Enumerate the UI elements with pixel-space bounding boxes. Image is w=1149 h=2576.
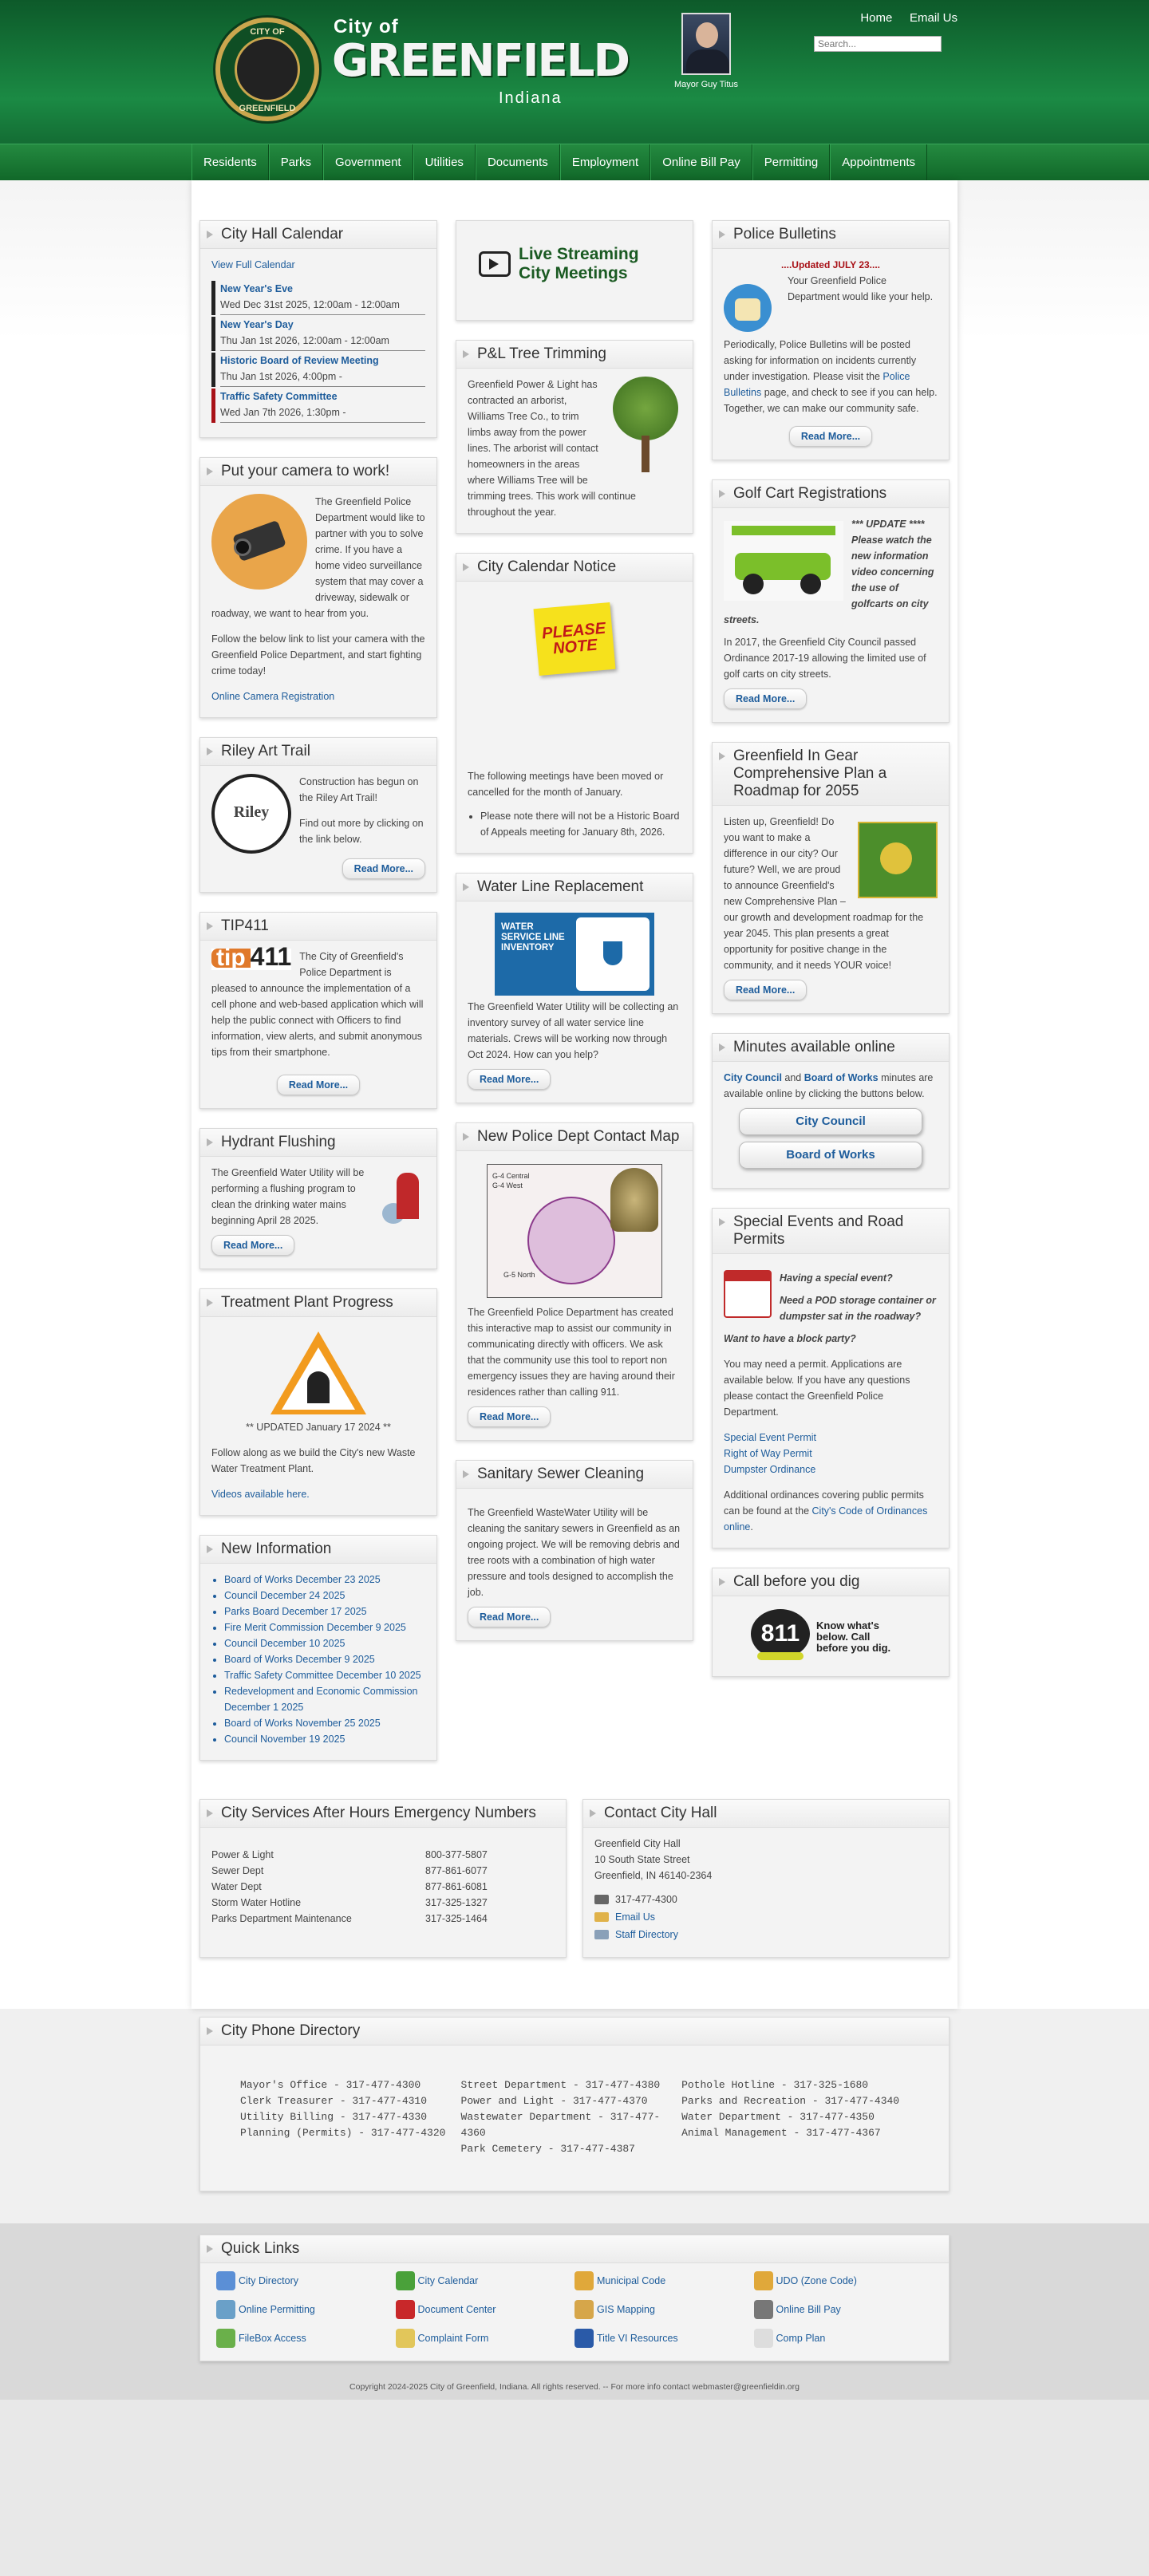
phone-entry: Animal Management - 317-477-4367 <box>681 2127 881 2139</box>
service-phone: 317-325-1327 <box>425 1897 488 1908</box>
read-more-button[interactable]: Read More... <box>468 1406 551 1427</box>
box-title: Special Events and Road Permits <box>713 1209 949 1254</box>
calendar-icon <box>724 1270 772 1318</box>
water-line-box <box>456 873 693 1103</box>
box-title: City Calendar Notice <box>456 554 693 582</box>
home-link[interactable]: Home <box>860 11 893 25</box>
calendar-icon <box>396 2271 415 2290</box>
news-item[interactable]: • Board of Works December 23 2025 <box>224 1572 425 1588</box>
events-question-2: Need a POD storage container or dumpster sat in the roadway? <box>780 1295 936 1322</box>
calendar-event-title[interactable]: Historic Board of Review Meeting <box>220 355 379 366</box>
phone-entry: Clerk Treasurer - 317-477-4310 <box>240 2095 428 2107</box>
top-links <box>814 11 958 52</box>
news-item[interactable]: • Council November 19 2025 <box>224 1731 425 1747</box>
read-more-button[interactable]: Read More... <box>211 1235 294 1256</box>
service-phone: 877-861-6081 <box>425 1881 488 1892</box>
zone-icon <box>754 2271 773 2290</box>
contact-name: Greenfield City Hall <box>594 1838 681 1849</box>
emergency-numbers-box <box>199 1799 567 1958</box>
quick-link-label[interactable]: GIS Mapping <box>597 2304 655 2315</box>
read-more-button[interactable]: Read More... <box>342 858 425 879</box>
online-camera-registration-link[interactable]: Online Camera Registration <box>211 691 335 702</box>
water-image-text: WATER SERVICE LINE INVENTORY <box>501 922 565 953</box>
quick-link-item[interactable] <box>754 2329 934 2348</box>
service-phone: 800-377-5807 <box>425 1849 488 1860</box>
fire-hydrant-icon <box>382 1165 425 1229</box>
left-column <box>199 220 437 1780</box>
phone-entry: Power and Light - 317-477-4370 <box>460 2095 648 2107</box>
site-title[interactable]: GREENFIELD <box>332 35 629 87</box>
hydrant-text: The Greenfield Water Utility will be performing a flushing program to clean the drinking water mains beginning April 28 2025. <box>211 1167 365 1226</box>
calendar-event-title[interactable]: New Year's Eve <box>220 283 294 294</box>
golf-cart-icon[interactable] <box>724 521 843 601</box>
news-item[interactable]: • Fire Merit Commission December 9 2025 <box>224 1619 425 1635</box>
bulletins-text-2a: Periodically, Police Bulletins will be posted asking for information on incidents currently under investigation. Please visit the <box>724 339 917 382</box>
service-name: Sewer Dept <box>211 1865 264 1876</box>
map-icon <box>574 2300 594 2319</box>
city-council-link[interactable]: City Council <box>724 1072 782 1083</box>
service-name: Parks Department Maintenance <box>211 1913 352 1924</box>
box-title: City Phone Directory <box>200 2018 949 2045</box>
box-title: Greenfield In Gear Comprehensive Plan a Roadmap for 2055 <box>713 743 949 806</box>
site-header <box>0 0 1149 180</box>
quick-link-item[interactable] <box>754 2300 934 2319</box>
tree-icon <box>610 377 681 472</box>
events-text: You may need a permit. Applications are available below. If you have any questions please contact the Greenfield Police Department. <box>724 1359 910 1418</box>
golf-text: In 2017, the Greenfield City Council passed Ordinance 2017-19 allowing the limited use of golf carts on city streets. <box>724 637 926 680</box>
police-contact-map-image[interactable] <box>487 1164 662 1298</box>
police-bulletins-link[interactable]: Police Bulletins <box>724 371 910 398</box>
golf-update: *** UPDATE **** Please watch the new information video concerning the use of golfcarts on city streets. <box>724 519 934 625</box>
quick-link-label[interactable]: Complaint Form <box>417 2333 489 2344</box>
camera-text-2: Follow the below link to list your camera with the Greenfield Police Department, and start fighting crime today! <box>211 633 425 677</box>
calendar-event[interactable] <box>211 281 425 315</box>
treatment-updated: ** UPDATED January 17 2024 ** <box>246 1422 391 1433</box>
calendar-event-date: Thu Jan 1st 2026, 12:00am - 12:00am <box>220 333 425 351</box>
riley-text-2: Find out more by clicking on the link below. <box>299 818 424 845</box>
police-map-text: The Greenfield Police Department has created this interactive map to assist our community in communicating directly with officers. We ask that the community use this tool to report non emergency issues they are having around their residences rather than calling 911. <box>468 1307 675 1398</box>
calendar-event-date: Wed Jan 7th 2026, 1:30pm - <box>220 404 425 423</box>
tip411-logo-tip: tip <box>211 949 251 968</box>
site-title-prefix: City of <box>334 16 399 37</box>
nav-online-bill-pay[interactable]: Online Bill Pay <box>650 144 752 181</box>
police-bulletins-box <box>712 220 950 460</box>
contact-city: Greenfield, IN 46140-2364 <box>594 1870 713 1881</box>
box-title: Golf Cart Registrations <box>713 480 949 508</box>
seal-bottom-text: GREENFIELD <box>239 104 296 113</box>
news-item[interactable]: • Board of Works November 25 2025 <box>224 1715 425 1731</box>
phone-entry: Street Department - 317-477-4380 <box>460 2079 661 2091</box>
new-information-box <box>199 1535 437 1761</box>
plan-icon <box>754 2329 773 2348</box>
box-title: Put your camera to work! <box>200 458 436 486</box>
code-icon <box>574 2271 594 2290</box>
quick-link-item[interactable] <box>574 2271 754 2290</box>
construction-sign-icon <box>270 1331 366 1414</box>
mayor-caption: Mayor Guy Titus <box>673 80 739 89</box>
read-more-button[interactable]: Read More... <box>468 1607 551 1627</box>
nav-government[interactable]: Government <box>323 144 413 181</box>
quick-link-label[interactable]: City Directory <box>239 2275 299 2286</box>
service-phone: 317-325-1464 <box>425 1913 488 1924</box>
sewer-cleaning-box <box>456 1460 693 1641</box>
quick-link-item[interactable] <box>574 2300 754 2319</box>
service-row <box>211 1911 555 1927</box>
dumpster-ordinance-link[interactable]: Dumpster Ordinance <box>724 1464 816 1475</box>
events-question-3: Want to have a block party? <box>724 1333 856 1344</box>
news-item[interactable]: • Board of Works December 9 2025 <box>224 1651 425 1667</box>
bulletins-text: Your Greenfield Police Department would like your help. <box>788 275 934 302</box>
pdf-icon <box>396 2300 415 2319</box>
tip411-logo[interactable] <box>211 942 292 971</box>
quick-link-item[interactable] <box>216 2271 396 2290</box>
greenfield-in-gear-logo[interactable] <box>858 822 938 898</box>
service-name: Storm Water Hotline <box>211 1897 302 1908</box>
quick-link-item[interactable] <box>396 2271 575 2290</box>
directory-icon <box>216 2271 235 2290</box>
phone-entry: Water Department - 317-477-4350 <box>681 2111 875 2123</box>
board-of-works-button[interactable]: Board of Works <box>739 1142 922 1169</box>
camera-text: The Greenfield Police Department would like to partner with you to solve crime. If you have a home video surveillance system that may cover a driveway, sidewalk or roadway, we want to hear from you. <box>211 496 425 619</box>
riley-art-trail-box <box>199 737 437 893</box>
read-more-button[interactable]: Read More... <box>468 1069 551 1090</box>
quick-links-section <box>0 2223 1149 2369</box>
phone-entry: Parks and Recreation - 317-477-4340 <box>681 2095 900 2107</box>
calendar-notice-box <box>456 553 693 854</box>
quick-link-label[interactable]: Online Bill Pay <box>776 2304 841 2315</box>
service-row <box>211 1879 555 1895</box>
box-title: New Police Dept Contact Map <box>456 1123 693 1151</box>
riley-logo-text: Riley <box>233 803 270 821</box>
quick-link-label[interactable]: Comp Plan <box>776 2333 826 2344</box>
calendar-event-title[interactable]: Traffic Safety Committee <box>220 391 338 402</box>
footer-copyright: Copyright 2024-2025 City of Greenfield, Indiana. All rights reserved. -- For more info contact webmaster@greenfieldin.org <box>0 2369 1149 2400</box>
videos-link[interactable]: Videos available here. <box>211 1489 310 1500</box>
read-more-button[interactable]: Read More... <box>724 688 807 709</box>
events-text-2b: . <box>750 1521 753 1533</box>
water-text: The Greenfield Water Utility will be collecting an inventory survey of all water service line materials. Crews will be working now through Oct 2024. How can you help? <box>468 1001 679 1060</box>
police-badge-icon <box>610 1168 658 1232</box>
news-item[interactable]: • Redevelopment and Economic Commission December 1 2025 <box>224 1683 425 1715</box>
read-more-button[interactable]: Read More... <box>724 980 807 1000</box>
news-item[interactable]: • Council December 24 2025 <box>224 1588 425 1604</box>
quick-link-label[interactable]: Municipal Code <box>597 2275 666 2286</box>
service-phone: 877-861-6077 <box>425 1865 488 1876</box>
search-input[interactable] <box>814 36 942 52</box>
box-title: Police Bulletins <box>713 221 949 249</box>
special-event-permit-link[interactable]: Special Event Permit <box>724 1432 817 1443</box>
bulletins-text-2b: page, and check to see if you can help. Together, we can make our community safe. <box>724 387 938 414</box>
box-title: Sanitary Sewer Cleaning <box>456 1461 693 1489</box>
phone-entry: Utility Billing - 317-477-4330 <box>240 2111 428 2123</box>
security-camera-icon <box>211 494 307 590</box>
special-events-box <box>712 1208 950 1548</box>
police-officer-icon <box>724 284 772 332</box>
map-label: G-5 North <box>503 1271 535 1279</box>
nav-parks[interactable]: Parks <box>269 144 323 181</box>
events-text-2a: Additional ordinances covering public permits can be found at the <box>724 1489 924 1517</box>
quick-link-item[interactable] <box>216 2329 396 2348</box>
staff-directory-icon <box>594 1930 609 1939</box>
map-label: G-4 West <box>492 1181 523 1189</box>
riley-text: Construction has begun on the Riley Art Trail! <box>299 776 419 803</box>
minutes-and: and <box>784 1072 802 1083</box>
golf-cart-box <box>712 479 950 723</box>
box-title: Minutes available online <box>713 1034 949 1062</box>
box-title: New Information <box>200 1536 436 1564</box>
service-row <box>211 1847 555 1863</box>
quick-link-label[interactable]: UDO (Zone Code) <box>776 2275 857 2286</box>
main-nav <box>0 144 1149 180</box>
minutes-text: minutes are available online by clicking the buttons below. <box>724 1072 934 1099</box>
calendar-event[interactable] <box>211 389 425 423</box>
calendar-event-title[interactable]: New Year's Day <box>220 319 294 330</box>
news-list <box>211 1572 425 1747</box>
contact-street: 10 South State Street <box>594 1854 690 1865</box>
code-of-ordinances-link[interactable]: City's Code of Ordinances online <box>724 1505 928 1533</box>
minutes-box <box>712 1033 950 1189</box>
nav-documents[interactable]: Documents <box>476 144 560 181</box>
phone-entry: Mayor's Office - 317-477-4300 <box>240 2079 421 2091</box>
view-full-calendar-link[interactable]: View Full Calendar <box>211 259 295 270</box>
box-title: Treatment Plant Progress <box>200 1289 436 1317</box>
bulletins-updated: ....Updated JULY 23.... <box>780 259 881 270</box>
quick-link-label[interactable]: FileBox Access <box>239 2333 306 2344</box>
phone-entry: Wastewater Department - 317-477-4360 <box>460 2111 661 2139</box>
calendar-event[interactable] <box>211 317 425 351</box>
call-before-dig-box <box>712 1568 950 1677</box>
nav-utilities[interactable]: Utilities <box>413 144 476 181</box>
tip411-logo-num: 411 <box>250 942 292 971</box>
email-icon <box>594 1912 609 1922</box>
read-more-button[interactable]: Read More... <box>789 426 872 447</box>
house-faucet-icon <box>576 917 650 991</box>
board-of-works-link[interactable]: Board of Works <box>804 1072 879 1083</box>
contact-city-hall-box <box>582 1799 950 1958</box>
box-title: Call before you dig <box>713 1568 949 1596</box>
live-streaming-link[interactable]: Live Streaming City Meetings <box>519 245 639 282</box>
hydrant-flushing-box <box>199 1128 437 1269</box>
police-map-box <box>456 1122 693 1441</box>
quick-link-label[interactable]: Document Center <box>417 2304 496 2315</box>
notice-bullet: • Please note there will not be a Historic Board of Appeals meeting for January 8th, 2026. <box>480 808 681 840</box>
main-content <box>192 180 958 2009</box>
riley-logo-icon <box>211 774 291 854</box>
live-streaming-box[interactable] <box>456 220 693 321</box>
box-title: Water Line Replacement <box>456 874 693 901</box>
calendar-event-date: Thu Jan 1st 2026, 4:00pm - <box>220 369 425 387</box>
events-question-1: Having a special event? <box>780 1272 893 1284</box>
phone-entry: Planning (Permits) - 317-477-4320 <box>240 2127 446 2139</box>
middle-column <box>456 220 693 1780</box>
map-label: G-4 Central <box>492 1172 530 1180</box>
phone-directory-box <box>199 2017 950 2191</box>
call-811-logo[interactable] <box>751 1604 910 1663</box>
complaint-icon <box>396 2329 415 2348</box>
box-title: Hydrant Flushing <box>200 1129 436 1157</box>
mayor-block[interactable] <box>662 13 750 89</box>
quick-link-label[interactable]: Online Permitting <box>239 2304 315 2315</box>
contact-phone: 317-477-4300 <box>615 1894 677 1905</box>
quick-link-label[interactable]: City Calendar <box>417 2275 479 2286</box>
quick-link-item[interactable] <box>396 2300 575 2319</box>
calendar-event-date: Wed Dec 31st 2025, 12:00am - 12:00am <box>220 297 425 315</box>
water-inventory-image[interactable] <box>495 913 654 996</box>
accessibility-icon <box>574 2329 594 2348</box>
logo-811-number: 811 <box>751 1609 810 1659</box>
treatment-text: Follow along as we build the City's new Waste Water Treatment Plant. <box>211 1447 416 1474</box>
tip411-text: The City of Greenfield's Police Department is pleased to announce the implementation of a cell phone and web-based application which will help the public connect with Officers to find information, view alerts, and submit anonymous tips from their smartphone. <box>211 951 424 1058</box>
email-us-link[interactable]: Email Us <box>909 11 958 25</box>
site-state: Indiana <box>499 89 563 107</box>
box-title: Riley Art Trail <box>200 738 436 766</box>
quick-link-item[interactable] <box>216 2300 396 2319</box>
box-title: P&L Tree Trimming <box>456 341 693 369</box>
comprehensive-plan-box <box>712 742 950 1014</box>
tree-trimming-box <box>456 340 693 534</box>
read-more-button[interactable]: Read More... <box>277 1075 360 1095</box>
nav-residents[interactable]: Residents <box>192 144 269 181</box>
city-seal-logo[interactable] <box>215 18 319 121</box>
filebox-icon <box>216 2329 235 2348</box>
quick-link-label[interactable]: Title VI Resources <box>597 2333 678 2344</box>
permit-icon <box>216 2300 235 2319</box>
phone-entry: Pothole Hotline - 317-325-1680 <box>681 2079 869 2091</box>
mayor-photo[interactable] <box>681 13 731 75</box>
service-name: Power & Light <box>211 1849 274 1860</box>
please-note-sign: PLEASE NOTE <box>534 602 616 676</box>
service-row <box>211 1863 555 1879</box>
box-title: Contact City Hall <box>583 1800 949 1828</box>
right-column <box>712 220 950 1780</box>
sewer-text: The Greenfield WasteWater Utility will be cleaning the sanitary sewers in Greenfield as an ongoing project. We will be removing debris and tree roots with a combination of high water pressure and tools designed to accomplish the job. <box>468 1507 681 1598</box>
quick-link-item[interactable] <box>754 2271 934 2290</box>
quick-link-item[interactable] <box>574 2329 754 2348</box>
city-council-button[interactable]: City Council <box>739 1108 922 1135</box>
news-item[interactable]: • Traffic Safety Committee December 10 2025 <box>224 1667 425 1683</box>
phone-icon <box>594 1895 609 1904</box>
video-tv-icon <box>479 251 511 277</box>
service-row <box>211 1895 555 1911</box>
phone-entry: Park Cemetery - 317-477-4387 <box>460 2143 635 2155</box>
treatment-plant-box <box>199 1288 437 1516</box>
staff-directory-link[interactable]: Staff Directory <box>615 1929 678 1940</box>
billpay-icon <box>754 2300 773 2319</box>
seal-top-text: CITY OF <box>250 27 285 37</box>
city-hall-calendar-box <box>199 220 437 438</box>
phone-directory-section <box>0 2009 1149 2223</box>
box-title: City Hall Calendar <box>200 221 436 249</box>
tree-text: Greenfield Power & Light has contracted an arborist, Williams Tree Co., to trim limbs away from the power lines. The arborist will contact homeowners in the areas where Williams Tree will be trimming trees. This work will continue throughout the year. <box>468 379 636 518</box>
nav-appointments[interactable]: Appointments <box>830 144 927 181</box>
quick-link-item[interactable] <box>396 2329 575 2348</box>
news-item[interactable]: • Parks Board December 17 2025 <box>224 1604 425 1619</box>
news-item[interactable]: • Council December 10 2025 <box>224 1635 425 1651</box>
box-title: TIP411 <box>200 913 436 941</box>
camera-box <box>199 457 437 718</box>
tip411-box <box>199 912 437 1109</box>
right-of-way-permit-link[interactable]: Right of Way Permit <box>724 1448 812 1459</box>
nav-permitting[interactable]: Permitting <box>752 144 831 181</box>
logo-811-text: Know what's below. Call before you dig. <box>816 1619 891 1654</box>
box-title: City Services After Hours Emergency Numbers <box>200 1800 566 1828</box>
notice-text: The following meetings have been moved or cancelled for the month of January. <box>468 771 664 798</box>
contact-email-link[interactable]: Email Us <box>615 1911 656 1923</box>
quick-links-box <box>199 2235 950 2361</box>
calendar-event[interactable] <box>211 353 425 387</box>
nav-employment[interactable]: Employment <box>560 144 650 181</box>
service-name: Water Dept <box>211 1881 262 1892</box>
plan-text: Listen up, Greenfield! Do you want to make a difference in our city? Our future? Well, we are proud to announce Greenfield's new Comprehensive Plan – our growth and development roadmap for the year 2045. This plan presents a great opportunity for positive change in the community, and it needs YOUR voice! <box>724 816 924 971</box>
box-title: Quick Links <box>200 2235 949 2263</box>
